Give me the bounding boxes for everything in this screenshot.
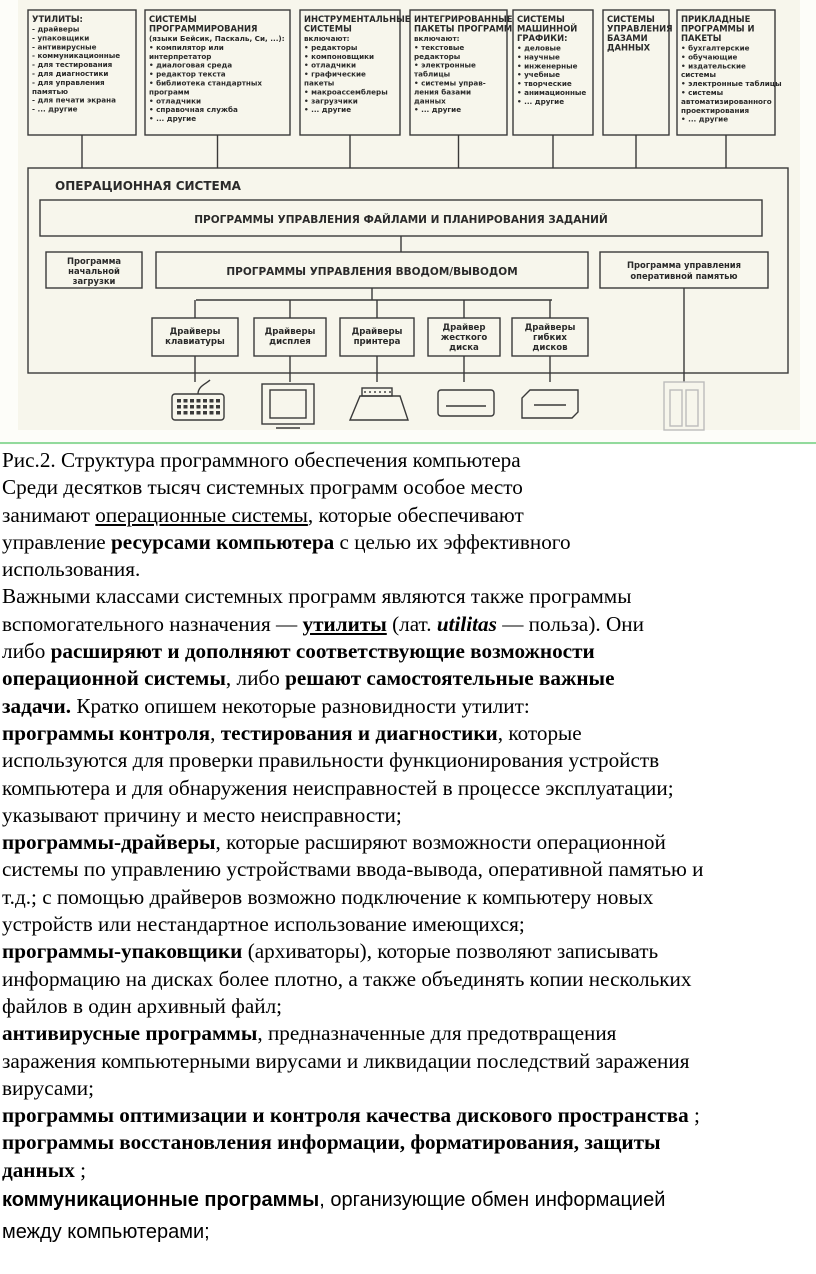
category-title: СИСТЕМЫ [607, 14, 655, 24]
p2-bold-solve: решают самостоятельные важные [285, 666, 615, 691]
category-item: - коммуникационные [32, 51, 121, 61]
category-item: - для тестирования [32, 60, 113, 70]
item1-bold-testing: тестирования и диагностики [220, 720, 498, 745]
category-item: • ... другие [517, 96, 565, 106]
category-item: включают: [304, 34, 350, 43]
p2-text-b: вспомогательного назначения — [2, 611, 303, 636]
category-item: • инженерные [517, 61, 578, 71]
category-item: • электронные [414, 60, 476, 70]
p2-text-d: — польза). Они [496, 611, 644, 636]
memory-management-label: оперативной памятью [630, 271, 738, 281]
category-item: данных [414, 96, 446, 106]
memory-management-label: Программа управления [626, 260, 742, 270]
p2-bold-tasks: задачи. [2, 693, 72, 718]
driver-label: жесткого [440, 333, 488, 343]
p1-text-d: управление [2, 529, 112, 554]
figure-caption [2, 447, 814, 474]
utilities-term: утилиты [302, 611, 387, 636]
category-item: интерпретатор [149, 51, 212, 61]
driver-label: Драйверы [169, 327, 221, 337]
category-item: • издательские [681, 61, 746, 71]
driver-label: Драйвер [442, 323, 486, 333]
item5-bold: программы оптимизации и контроля качества дискового пространства [2, 1103, 689, 1128]
category-item: • загрузчики [304, 96, 358, 106]
category-title: УПРАВЛЕНИЯ [607, 23, 673, 34]
p1-text-f: использования. [2, 557, 141, 582]
category-item: • ... другие [149, 114, 197, 124]
category-item: • бухгалтерские [681, 43, 750, 53]
category-item: • отладчики [304, 60, 357, 70]
driver-label: дисплея [269, 337, 311, 347]
diagram-canvas [0, 0, 816, 445]
item3-bold: программы-упаковщики [2, 939, 243, 964]
category-item: • ... другие [414, 105, 462, 115]
category-item: • системы управ- [414, 78, 486, 88]
category-title: ПРОГРАММЫ И [681, 23, 755, 34]
category-item: • графические [304, 69, 366, 79]
category-item: • анимационные [517, 88, 587, 97]
category-item: (языки Бейсик, Паскаль, Си, ...): [149, 34, 285, 43]
category-item: системы [681, 70, 716, 80]
category-item: • компоновщики [304, 51, 375, 61]
category-item: программ [149, 87, 190, 97]
p2-text-c: (лат. [386, 611, 437, 636]
driver-label: Драйверы [524, 323, 576, 333]
category-item: редакторы [414, 51, 461, 61]
category-title: ПРОГРАММИРОВАНИЯ [149, 23, 258, 34]
category-item: - драйверы [32, 24, 80, 34]
software-structure-diagram [0, 0, 816, 445]
category-item: автоматизированного [681, 96, 772, 106]
category-item: • ... другие [304, 105, 352, 115]
operating-system-title: ОПЕРАЦИОННАЯ СИСТЕМА [55, 179, 241, 193]
category-item: • отладчики [149, 96, 202, 106]
p2-bold-extend: расширяют и дополняют соответствующие возможности [50, 639, 595, 664]
category-item: - упаковщики [32, 33, 90, 43]
item4-text-1: , предназначенные для предотвращения [257, 1021, 617, 1046]
category-item: • компилятор или [149, 42, 224, 52]
driver-label: диска [449, 343, 479, 353]
category-item: ления базами [414, 87, 472, 97]
driver-label: дисков [532, 343, 568, 353]
list-item-diagnostics [2, 720, 814, 829]
item4-bold: антивирусные программы [2, 1021, 258, 1046]
operating-systems-link[interactable]: операционные системы [95, 502, 308, 527]
category-item: • творческие [517, 79, 572, 89]
item7-text-1: , организующие обмен информацией [319, 1189, 666, 1212]
item1-bold-control: программы контроля [2, 720, 211, 745]
io-management-label: ПРОГРАММЫ УПРАВЛЕНИЯ ВВОДОМ/ВЫВОДОМ [226, 266, 518, 278]
p1-text-b: занимают [2, 502, 96, 527]
p1-bold-resources: ресурсами компьютера [111, 529, 335, 554]
driver-label: принтера [353, 337, 401, 347]
category-item: • системы [681, 88, 724, 97]
p2-text-g: Кратко опишем некоторые разновидности утилит: [71, 693, 530, 718]
category-title: ПАКЕТЫ [681, 33, 722, 43]
category-item: - для управления [32, 77, 105, 87]
item7-text-2: между компьютерами; [2, 1221, 210, 1244]
item6-bold-b: данных [2, 1157, 75, 1182]
category-item: • электронные таблицы [681, 79, 782, 89]
driver-label: Драйверы [264, 327, 316, 337]
driver-label: Драйверы [351, 327, 403, 337]
category-title: МАШИННОЙ [517, 23, 578, 34]
category-item: • научные [517, 52, 560, 62]
p1-text-c: , которые обеспечивают [307, 502, 524, 527]
item7-bold: коммуникационные программы [2, 1189, 320, 1212]
item3-text-2: информацию на дисках более плотно, а также объединять копии нескольких [2, 966, 692, 991]
item3-text-1: (архиваторы), которые позволяют записывать [242, 939, 659, 964]
category-item: включают: [414, 34, 460, 43]
item1-sep: , [210, 720, 221, 745]
p1-text-e: с целью их эффективного [334, 529, 571, 554]
category-title: ДАННЫХ [607, 42, 651, 53]
item1-text-1: , которые [497, 720, 582, 745]
category-item: - для печати экрана [32, 95, 116, 105]
item2-text-4: устройств или нестандартное использование имеющихся; [2, 912, 525, 937]
boot-loader-label: загрузки [72, 276, 116, 286]
category-item: - антивирусные [32, 42, 97, 52]
category-item: • библиотека стандартных [149, 78, 262, 88]
category-title: ИНСТРУМЕНТАЛЬНЫЕ [304, 14, 411, 24]
item2-text-1: , которые расширяют возможности операционной [215, 830, 666, 855]
category-title: СИСТЕМЫ [304, 23, 352, 34]
category-item: • деловые [517, 43, 561, 53]
category-title: СИСТЕМЫ [149, 14, 197, 24]
item2-text-2: системы по управлению устройствами ввода-вывода, оперативной памятью и [2, 857, 704, 882]
item1-text-3: компьютера и для обнаружения неисправностей в процессе эксплуатации; [2, 775, 674, 800]
caption-text: Рис.2. Структура программного обеспечения компьютера [2, 448, 521, 472]
category-item: таблицы [414, 69, 451, 79]
category-title: ГРАФИКИ: [517, 33, 568, 43]
p2-text-e: либо [2, 639, 51, 664]
category-title: УТИЛИТЫ: [32, 14, 83, 24]
category-item: • редакторы [304, 42, 358, 52]
item6-text-1: ; [74, 1157, 87, 1182]
category-item: • текстовые [414, 42, 465, 52]
category-title: ПАКЕТЫ ПРОГРАММ [414, 23, 513, 34]
category-item: • справочная служба [149, 105, 238, 115]
item4-text-3: вирусами; [2, 1075, 94, 1100]
list-item-disk-optimization [2, 1102, 814, 1129]
item2-bold: программы-драйверы [2, 830, 216, 855]
category-item: • диалоговая среда [149, 60, 233, 70]
paragraph-os [2, 474, 814, 583]
list-item-recovery [2, 1129, 814, 1184]
category-item: памятью [32, 86, 69, 96]
item2-text-3: т.д.; с помощью драйверов возможно подключение к компьютеру новых [2, 884, 654, 909]
list-item-drivers [2, 829, 814, 938]
file-management-label: ПРОГРАММЫ УПРАВЛЕНИЯ ФАЙЛАМИ И ПЛАНИРОВАНИЯ ЗАДАНИЙ [194, 214, 608, 226]
category-item: • редактор текста [149, 69, 226, 79]
item4-text-2: заражения компьютерными вирусами и ликвидации последствий заражения [2, 1048, 690, 1073]
category-item: проектирования [681, 105, 750, 115]
category-item: • ... другие [681, 114, 729, 124]
item1-text-4: указывают причину и место неисправности; [2, 802, 402, 827]
p1-line-1: Среди десятков тысяч системных программ особое место [2, 475, 523, 500]
category-title: ПРИКЛАДНЫЕ [681, 14, 751, 24]
item1-text-2: используются для проверки правильности функционирования устройств [2, 748, 660, 773]
driver-label: клавиатуры [165, 337, 225, 347]
boot-loader-label: Программа [66, 256, 122, 266]
category-title: ИНТЕГРИРОВАННЫЕ [414, 14, 513, 24]
latin-term: utilitas [436, 611, 497, 636]
category-title: СИСТЕМЫ [517, 14, 565, 24]
document-body [2, 447, 814, 1248]
category-item: - ... другие [32, 104, 78, 114]
driver-label: гибких [533, 333, 567, 343]
paragraph-utilities [2, 583, 814, 719]
p2-line-1: Важными классами системных программ являются также программы [2, 584, 632, 609]
p2-bold-os: операционной системы [2, 666, 226, 691]
list-item-antivirus [2, 1020, 814, 1102]
category-item: • учебные [517, 70, 560, 80]
item3-text-3: файлов в один архивный файл; [2, 993, 283, 1018]
category-item: • обучающие [681, 52, 738, 62]
p2-text-f: , либо [225, 666, 286, 691]
boot-loader-label: начальной [68, 266, 120, 276]
list-item-archivers [2, 938, 814, 1020]
item5-text-1: ; [688, 1103, 700, 1128]
list-item-communication [2, 1184, 814, 1248]
category-title: БАЗАМИ [607, 33, 648, 43]
category-item: пакеты [304, 78, 335, 88]
item6-bold-a: программы восстановления информации, форматирования, защиты [2, 1130, 661, 1155]
category-item: - для диагностики [32, 69, 109, 78]
category-item: • макроассемблеры [304, 87, 388, 97]
